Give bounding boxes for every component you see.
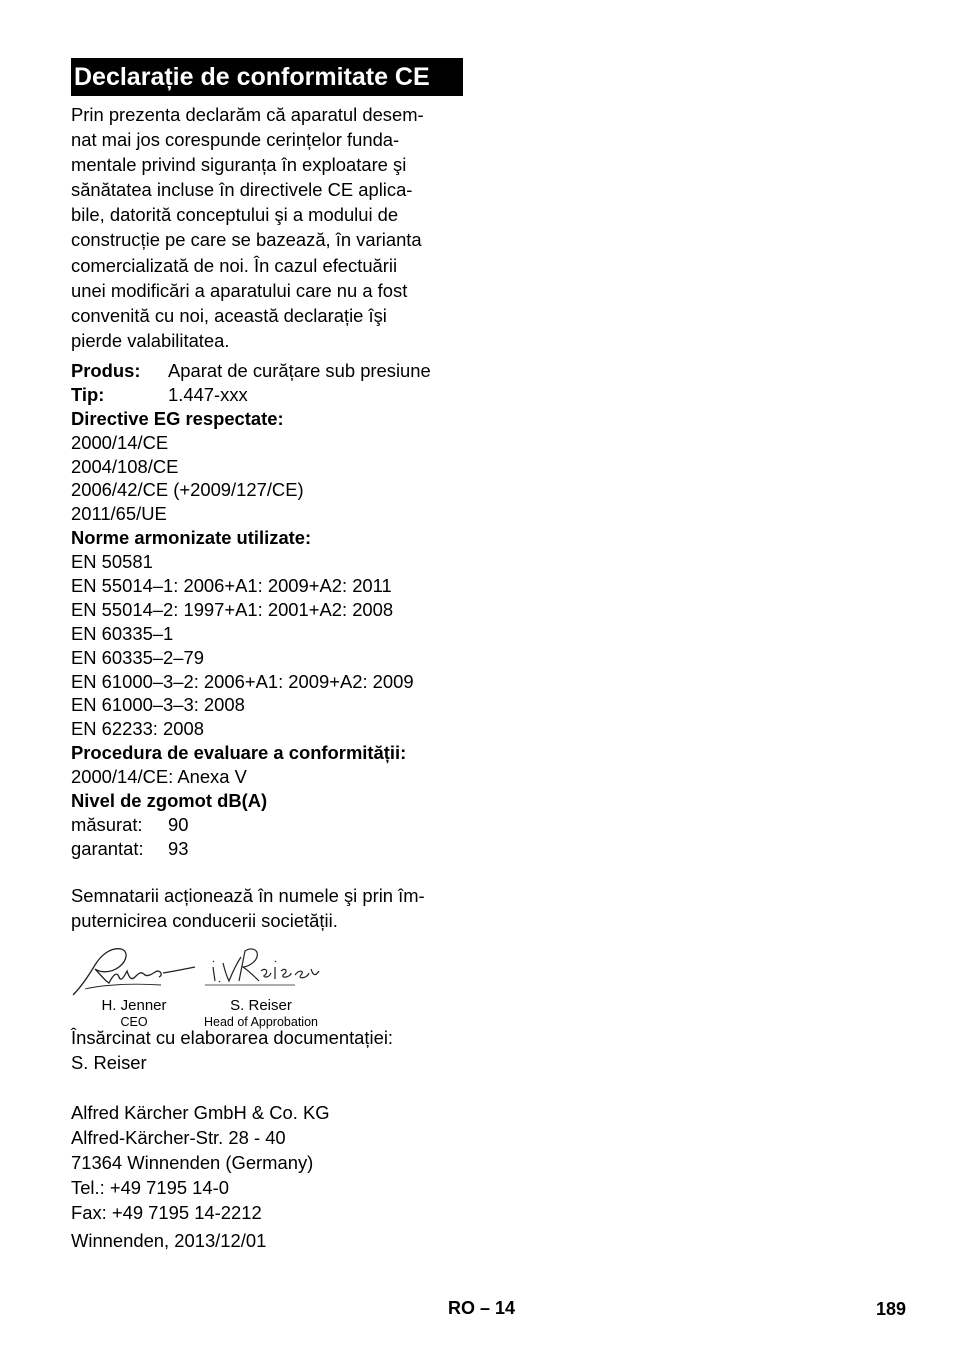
signer-name: S. Reiser (230, 996, 292, 1014)
type-value: 1.447-xxx (168, 383, 248, 405)
intro-paragraph (71, 102, 463, 353)
noise-guaranteed-label: garantat: (71, 837, 144, 859)
norm-item: EN 55014–2: 1997+A1: 2001+A2: 2008 (71, 598, 394, 620)
footer-page-number: 189 (876, 1299, 907, 1319)
intro-line: pierde valabilitatea. (71, 329, 230, 351)
directive-item: 2000/14/CE (71, 431, 169, 453)
signature-reiser (199, 941, 323, 1030)
signer-role: CEO (120, 1014, 148, 1029)
noise-measured-row (71, 813, 463, 837)
responsible-name: S. Reiser (71, 1051, 147, 1073)
intro-line: Prin prezenta declarăm că aparatul desem- (71, 104, 424, 125)
noise-guaranteed-row (71, 837, 463, 861)
intro-line: bile, datorită conceptului şi a modului de (71, 204, 399, 226)
directive-item: 2011/65/UE (71, 503, 167, 525)
address-line: Fax: +49 7195 14-2212 (71, 1201, 262, 1223)
intro-line: mentale privind siguranța în exploatare şi (71, 154, 407, 176)
spacer (71, 861, 463, 883)
declaration-column (71, 58, 463, 1253)
type-row (71, 383, 463, 407)
noise-measured-value: 90 (168, 813, 189, 835)
norm-item: EN 62233: 2008 (71, 718, 204, 740)
intro-line: nat mai jos corespunde cerințelor funda- (71, 129, 400, 151)
address-line: Tel.: +49 7195 14-0 (71, 1176, 229, 1198)
responsible-block (71, 1025, 463, 1075)
company-address (71, 1100, 463, 1225)
norm-item: EN 50581 (71, 551, 153, 573)
signer-name: H. Jenner (101, 996, 167, 1014)
intro-line: convenită cu noi, această declarație îşi (71, 304, 387, 326)
address-line: 71364 Winnenden (Germany) (71, 1151, 314, 1173)
responsible-label: Însărcinat cu elaborarea documentației: (71, 1026, 394, 1048)
type-label: Tip: (71, 383, 105, 405)
intro-line: construcție pe care se bazează, în varianta (71, 229, 422, 251)
page-title: Declarație de conformitate CE (71, 58, 463, 96)
address-line: Alfred Kärcher GmbH & Co. KG (71, 1101, 330, 1123)
intro-line: comercializată de noi. În cazul efectuării (71, 254, 398, 276)
norm-item: EN 61000–3–2: 2006+A1: 2009+A2: 2009 (71, 670, 414, 692)
intro-line: sănătatea incluse în directivele CE aplica- (71, 179, 413, 201)
noise-measured-label: măsurat: (71, 813, 143, 835)
product-value: Aparat de curățare sub presiune (168, 359, 431, 381)
signer-role: Head of Approbation (204, 1014, 318, 1029)
signatories-paragraph (71, 883, 463, 933)
norm-item: EN 60335–2–79 (71, 646, 204, 668)
signature-jenner (71, 941, 197, 1030)
intro-line: unei modificări a aparatului care nu a fost (71, 279, 408, 301)
directives-heading: Directive EG respectate: (71, 407, 284, 429)
signatures-block (71, 933, 463, 1029)
product-row (71, 359, 463, 383)
noise-guaranteed-value: 93 (168, 837, 189, 859)
procedure-heading: Procedura de evaluare a conformității: (71, 742, 407, 764)
specifications (71, 359, 463, 861)
norms-heading: Norme armonizate utilizate: (71, 527, 312, 549)
footer-section-code: RO – 14 (448, 1298, 516, 1318)
norm-item: EN 55014–1: 2006+A1: 2009+A2: 2011 (71, 574, 392, 596)
procedure-value: 2000/14/CE: Anexa V (71, 766, 247, 788)
norm-item: EN 60335–1 (71, 622, 174, 644)
directive-item: 2006/42/CE (+2009/127/CE) (71, 479, 304, 501)
handwritten-signature-reiser (199, 941, 323, 997)
directive-item: 2004/108/CE (71, 455, 179, 477)
signatories-line: puternicirea conducerii societății. (71, 909, 338, 931)
signatories-line: Semnatarii acționează în numele şi prin îm- (71, 884, 425, 906)
product-label: Produs: (71, 359, 141, 381)
noise-heading: Nivel de zgomot dB(A) (71, 789, 268, 811)
place-date: Winnenden, 2013/12/01 (71, 1229, 267, 1251)
handwritten-signature-jenner (71, 941, 197, 997)
norm-item: EN 61000–3–3: 2008 (71, 694, 245, 716)
address-line: Alfred-Kärcher-Str. 28 - 40 (71, 1126, 286, 1148)
